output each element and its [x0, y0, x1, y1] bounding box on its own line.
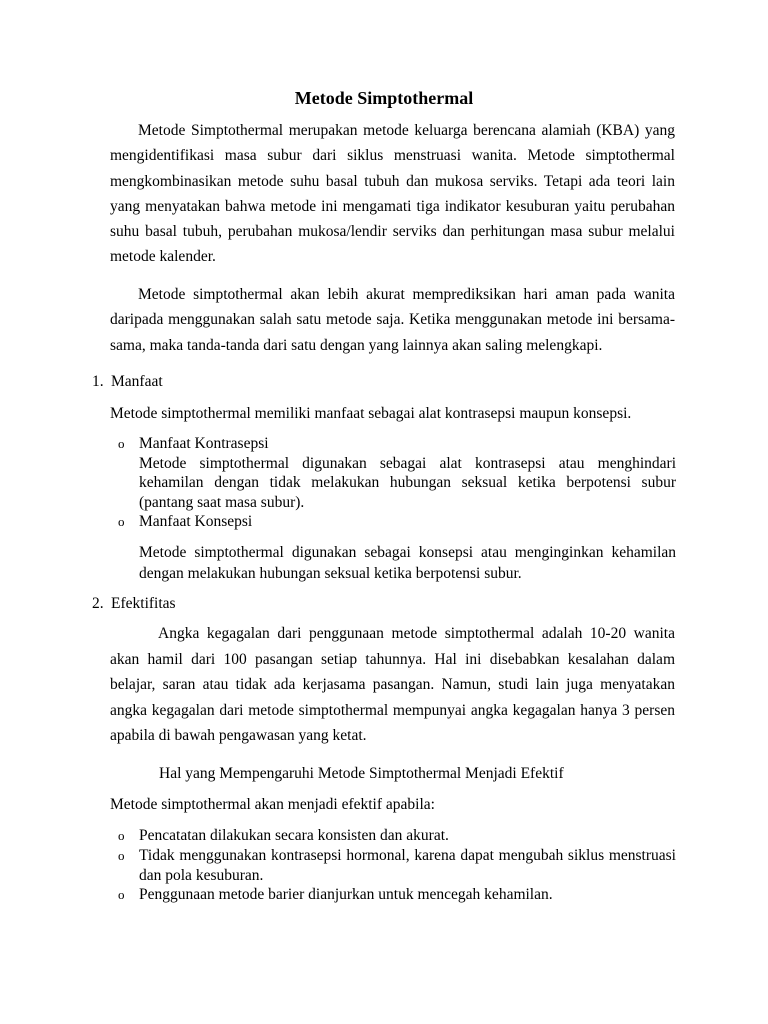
section-2-subheading: Hal yang Mempengaruhi Metode Simptothermal Menjadi Efektif — [159, 765, 564, 782]
section-1-heading — [92, 372, 163, 392]
bullet-marker: o — [118, 514, 125, 529]
section-1-lead: Metode simptothermal memiliki manfaat sebagai alat kontrasepsi maupun konsepsi. — [110, 405, 632, 422]
intro-paragraph-2: Metode simptothermal akan lebih akurat memprediksikan hari aman pada wanita daripada menggunakan salah satu metode saja. Ketika menggunakan metode ini bersama-sama, maka tanda-tanda dari satu dengan yang lainnya akan saling melengkapi. — [110, 286, 675, 354]
bullet-text: Pencatatan dilakukan secara konsisten dan akurat. — [139, 827, 449, 844]
bullet-title: Manfaat Kontrasepsi — [139, 435, 269, 452]
section-2-number: 2. — [92, 595, 104, 612]
section-1-number: 1. — [92, 373, 104, 390]
list-item — [118, 846, 676, 885]
document-title: Metode Simptothermal — [294, 88, 474, 108]
bullet-marker: o — [118, 848, 125, 863]
bullet-text: Tidak menggunakan kontrasepsi hormonal, karena dapat mengubah siklus menstruasi dan pola kesuburan. — [139, 847, 676, 884]
bullet-title: Manfaat Konsepsi — [139, 513, 253, 530]
list-item — [118, 826, 676, 846]
section-2-title: Efektifitas — [111, 595, 176, 612]
section-1-title: Manfaat — [111, 373, 163, 390]
bullet-text: Penggunaan metode barier dianjurkan untuk mencegah kehamilan. — [139, 886, 553, 903]
bullet-marker: o — [118, 887, 125, 902]
list-item — [118, 512, 676, 532]
section-2-lead: Metode simptothermal akan menjadi efektif apabila: — [110, 796, 435, 813]
section-2-heading — [92, 594, 176, 614]
bullet-text: Metode simptothermal digunakan sebagai alat kontrasepsi atau menghindari kehamilan dengan tidak melakukan hubungan seksual ketika berpotensi subur (pantang saat masa subur). — [139, 454, 676, 511]
bullet-text: Metode simptothermal digunakan sebagai konsepsi atau menginginkan kehamilan dengan melakukan hubungan seksual ketika berpotensi subur. — [139, 544, 676, 582]
list-item — [118, 434, 676, 512]
intro-paragraph-1: Metode Simptothermal merupakan metode keluarga berencana alamiah (KBA) yang mengidentifikasi masa subur dari siklus menstruasi wanita. Metode simptothermal mengkombinasikan metode suhu basal tubuh dan mukosa serviks. Tetapi ada teori lain yang menyatakan bahwa metode ini mengamati tiga indikator kesuburan yaitu perubahan suhu basal tubuh, perubahan mukosa/lendir serviks dan perhitungan masa subur melalui metode kalender. — [110, 122, 675, 266]
list-item — [118, 885, 676, 905]
section-2-paragraph: Angka kegagalan dari penggunaan metode simptothermal adalah 10-20 wanita akan hamil dari 100 pasangan setiap tahunnya. Hal ini disebabkan kesalahan dalam belajar, saran atau tidak ada kerjasama pasangan. Namun, studi lain juga menyatakan angka kegagalan dari metode simptothermal mempunyai angka kegagalan hanya 3 persen apabila di bawah pengawasan yang ketat. — [110, 625, 675, 744]
bullet-marker: o — [118, 828, 125, 843]
bullet-marker: o — [118, 436, 125, 451]
